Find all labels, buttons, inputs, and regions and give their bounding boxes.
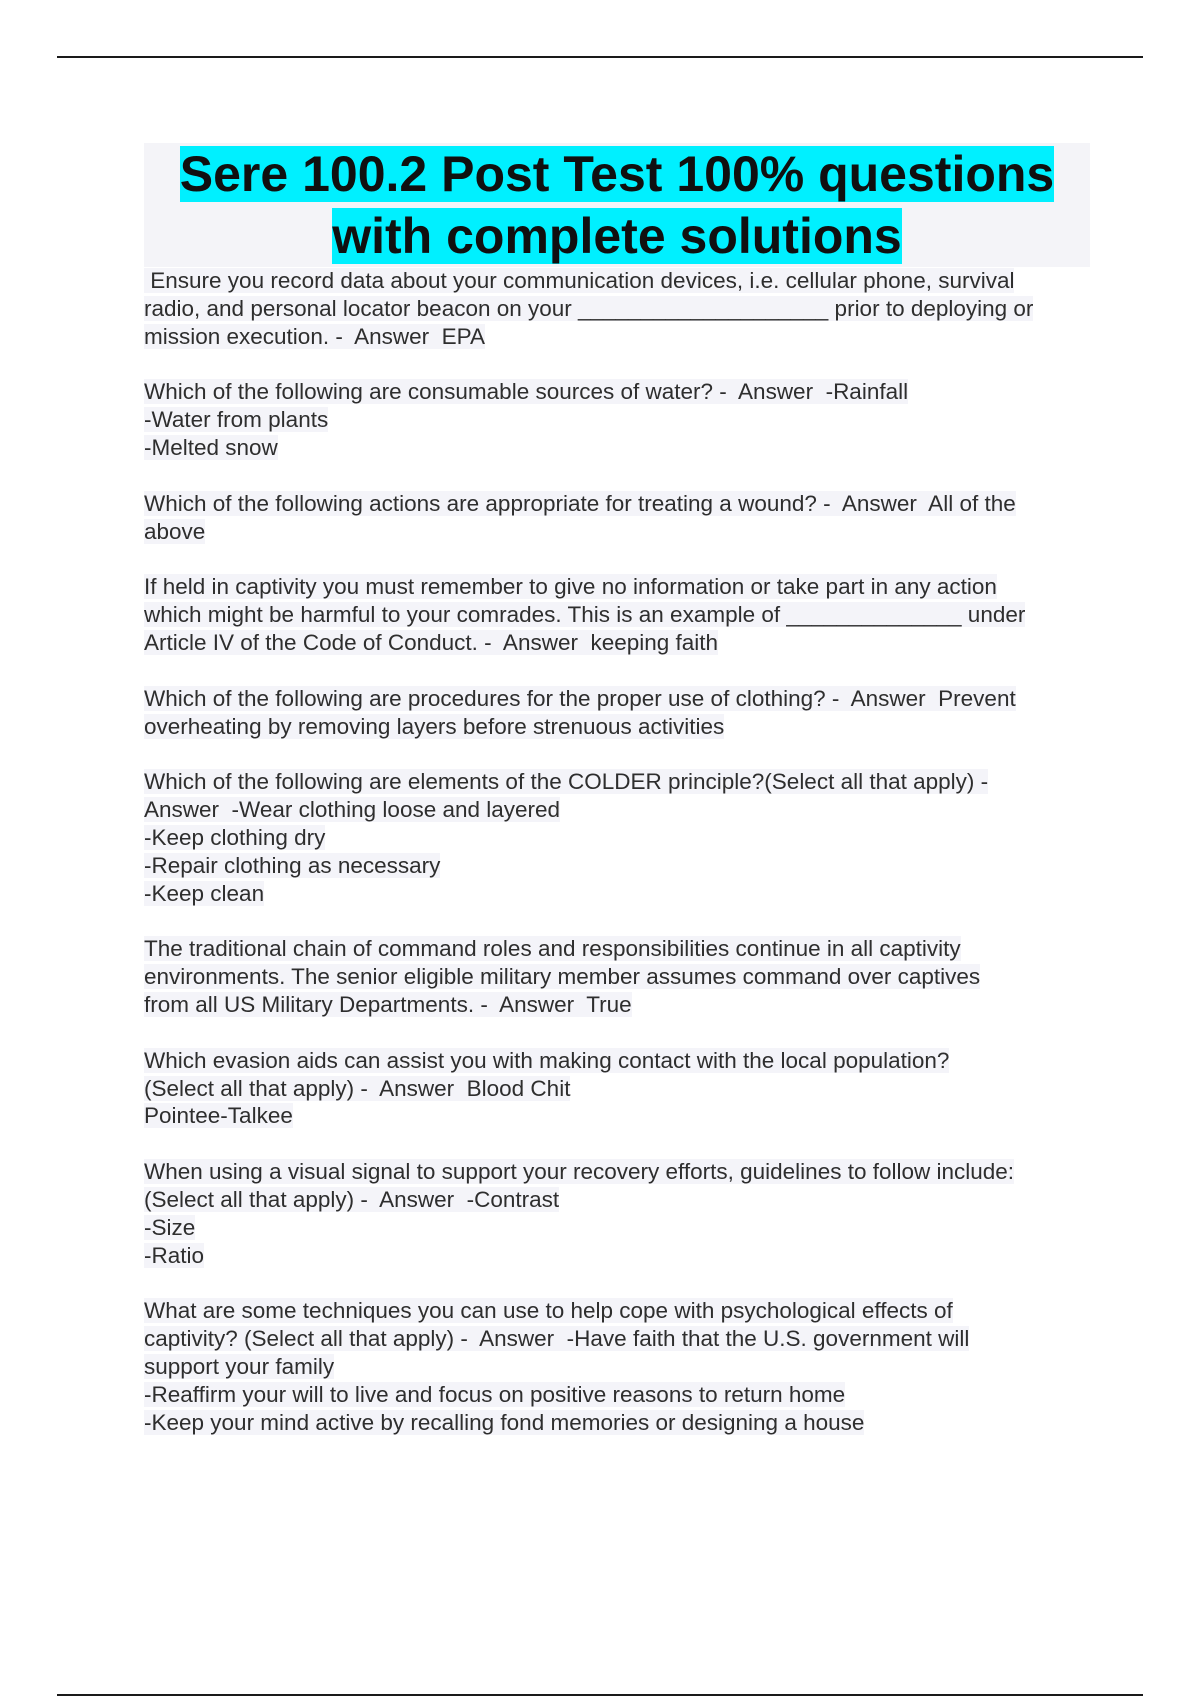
qa-item <box>144 1158 1090 1269</box>
qa-line <box>144 295 1090 323</box>
qa-line <box>144 713 1090 741</box>
qa-line <box>144 768 1090 796</box>
qa-line-text: -Size <box>144 1214 196 1240</box>
qa-line <box>144 490 1090 518</box>
qa-line-text: support your family <box>144 1353 335 1379</box>
qa-line <box>144 1242 1090 1270</box>
qa-line-text: captivity? (Select all that apply) - Answer -Have faith that the U.S. government will <box>144 1326 970 1352</box>
qa-line-text: -Keep your mind active by recalling fond memories or designing a house <box>144 1409 865 1435</box>
qa-item <box>144 935 1090 1018</box>
top-rule <box>57 56 1143 58</box>
qa-line-text: The traditional chain of command roles and responsibilities continue in all captivity <box>144 936 961 962</box>
qa-item <box>144 573 1090 656</box>
qa-line <box>144 1409 1090 1437</box>
qa-line-text: Which of the following are procedures for the proper use of clothing? - Answer Prevent <box>144 685 1016 711</box>
qa-line-text: radio, and personal locator beacon on your ____________________ prior to deploying or <box>144 295 1034 321</box>
qa-line <box>144 1325 1090 1353</box>
qa-line <box>144 1075 1090 1103</box>
qa-line-text: If held in captivity you must remember to give no information or take part in any action <box>144 574 997 600</box>
qa-line <box>144 1297 1090 1325</box>
qa-line <box>144 1047 1090 1075</box>
qa-line <box>144 1158 1090 1186</box>
qa-line-text: -Water from plants <box>144 407 329 433</box>
qa-line <box>144 852 1090 880</box>
qa-line-text: overheating by removing layers before strenuous activities <box>144 713 725 739</box>
qa-item <box>144 1047 1090 1130</box>
qa-line-text: When using a visual signal to support your recovery efforts, guidelines to follow include: <box>144 1159 1015 1185</box>
qa-item <box>144 267 1090 350</box>
qa-line <box>144 323 1090 351</box>
qa-line-text: -Keep clean <box>144 880 265 906</box>
qa-line-text: Ensure you record data about your communication devices, i.e. cellular phone, survival <box>144 268 1015 293</box>
qa-line-text: environments. The senior eligible military member assumes command over captives <box>144 964 981 990</box>
qa-line-text: -Repair clothing as necessary <box>144 852 441 878</box>
qa-line <box>144 267 1090 295</box>
qa-line <box>144 518 1090 546</box>
qa-line <box>144 880 1090 908</box>
qa-line-text: -Keep clothing dry <box>144 824 326 850</box>
qa-line <box>144 629 1090 657</box>
qa-item <box>144 378 1090 461</box>
qa-line <box>144 601 1090 629</box>
qa-line-text: -Reaffirm your will to live and focus on positive reasons to return home <box>144 1381 846 1407</box>
qa-line-text: Which evasion aids can assist you with making contact with the local population? <box>144 1047 950 1073</box>
title-line-2: with complete solutions <box>332 208 902 264</box>
qa-line <box>144 1186 1090 1214</box>
qa-line-text: Pointee-Talkee <box>144 1103 293 1129</box>
qa-line-text: Answer -Wear clothing loose and layered <box>144 797 561 823</box>
qa-line <box>144 378 1090 406</box>
qa-line <box>144 573 1090 601</box>
qa-line-text: -Ratio <box>144 1242 205 1268</box>
qa-item <box>144 768 1090 907</box>
qa-line-text: What are some techniques you can use to help cope with psychological effects of <box>144 1298 953 1324</box>
qa-item <box>144 490 1090 546</box>
qa-line-text: (Select all that apply) - Answer Blood Chit <box>144 1075 571 1101</box>
qa-line-text: Article IV of the Code of Conduct. - Answer keeping faith <box>144 629 719 655</box>
qa-line-text: -Melted snow <box>144 434 278 460</box>
qa-item <box>144 1297 1090 1436</box>
document-body <box>144 143 1090 1464</box>
question-answer-list <box>144 267 1090 1436</box>
qa-line <box>144 991 1090 1019</box>
qa-line <box>144 1381 1090 1409</box>
qa-line <box>144 434 1090 462</box>
qa-line-text: mission execution. - Answer EPA <box>144 323 485 349</box>
qa-line <box>144 796 1090 824</box>
qa-line <box>144 935 1090 963</box>
qa-line-text: (Select all that apply) - Answer -Contrast <box>144 1186 560 1212</box>
qa-line-text: Which of the following are consumable sources of water? - Answer -Rainfall <box>144 379 909 405</box>
document-title <box>144 143 1090 267</box>
qa-line <box>144 824 1090 852</box>
qa-line <box>144 1353 1090 1381</box>
qa-line-text: from all US Military Departments. - Answer True <box>144 991 632 1017</box>
qa-line-text: which might be harmful to your comrades. This is an example of ______________ under <box>144 602 1026 628</box>
title-line-1: Sere 100.2 Post Test 100% questions <box>179 146 1055 202</box>
qa-line <box>144 1102 1090 1130</box>
qa-line <box>144 1214 1090 1242</box>
qa-line <box>144 963 1090 991</box>
qa-line-text: Which of the following are elements of the COLDER principle?(Select all that apply) - <box>144 769 989 795</box>
qa-line-text: Which of the following actions are appropriate for treating a wound? - Answer All of the <box>144 490 1016 516</box>
bottom-rule <box>57 1694 1143 1696</box>
qa-line <box>144 685 1090 713</box>
qa-item <box>144 685 1090 741</box>
qa-line <box>144 406 1090 434</box>
qa-line-text: above <box>144 518 206 544</box>
